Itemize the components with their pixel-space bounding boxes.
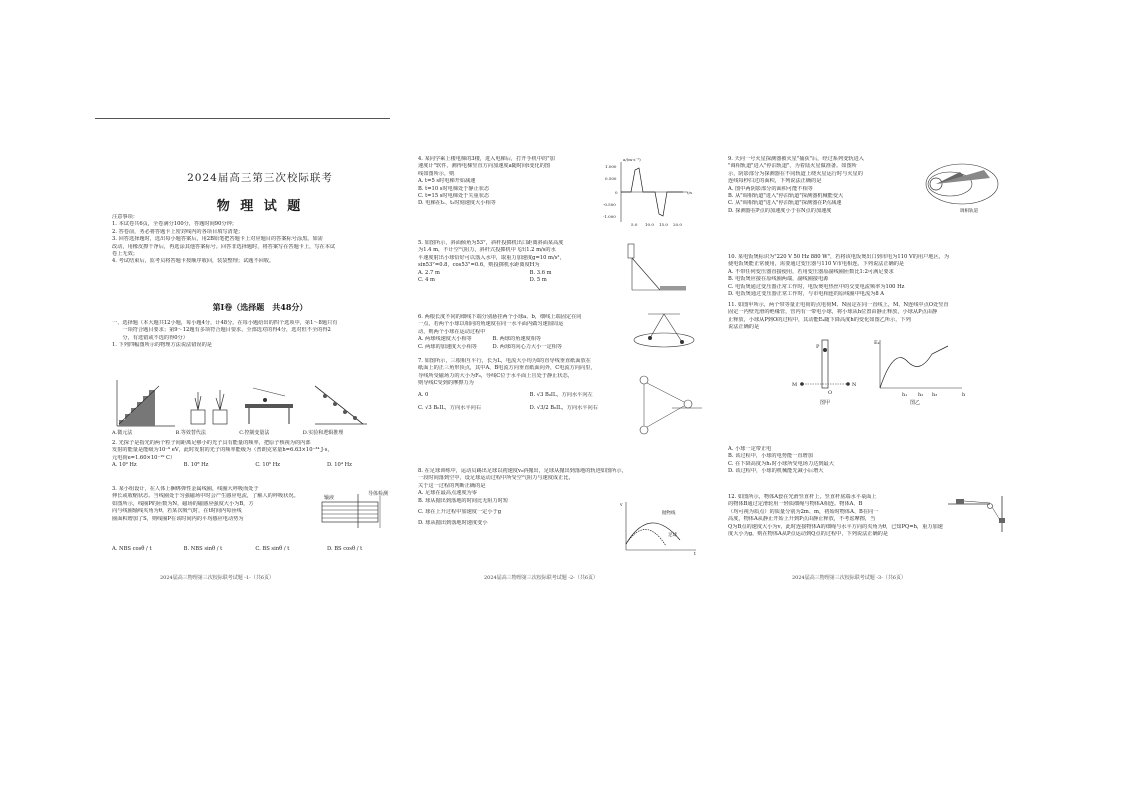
q4-option-b: B. t=10 s时电梯处于静止状态 [418,185,490,192]
q2-option-d: D. 10⁴ Hz [326,462,352,469]
q10-option-d: D. 电饭煲通过变压器正常工作时，与市电相连的原线圈中电流为8 A [728,291,885,298]
q3-line: 3. 某小组设计，在人体上捆绑弹性金属线圈，线圈大呼吸而处于 [112,486,259,492]
q7-option-a: A. 0 [418,391,429,398]
q11-label-h1: h₁ [902,392,908,398]
q5-option-b: B. 3.6 m [529,269,552,276]
question-1: 1. 下列四幅图所示的物理方法说法错误的是 [112,342,212,349]
q9-line: "调相轨道"进入"停泊轨道"，为着陆火星做准备。如图所 [728,163,857,170]
q11-label-m: M [792,382,798,388]
q1-caption-d: D.实验和逻辑推理 [302,430,344,436]
q11-label-p: P [816,344,820,350]
q8-option-b: B. 球从抛出到落地的时间比无阻力时短 [418,497,509,504]
q3-option-b: B. NBS sinθ / t [183,546,223,552]
q4-option-c: C. t=15 s时电梯处于失重状态 [418,193,490,200]
q9-figure [920,158,1000,216]
intro-line: 一、选择题（本大题共12小题，每小题4分，计48分。在每小题给出的四个选项中，第1～8题只有 [112,320,338,326]
note-line: 2. 答卷前，务必将答题卡上密封线内的各项目填写清楚； [112,228,244,235]
q4-ytick: -0.500 [603,202,616,207]
footer-page-1: 2024届高三物理第三次校际联考试题 -1-（共6页） [160,575,275,581]
question-10 [728,254,1026,298]
q6-line: 6. 两根长度不同的细线下端分别悬挂两个小球a、b，细线上端固定在同 [418,314,582,320]
q5-line: sin53°=0.8，cos53°=0.6，则投掷机水距离度H为 [418,262,540,269]
section-title: 第Ⅰ卷（选择题 共48分） [212,302,308,312]
q3-option-c: C. BS sinθ / t [255,546,290,552]
q4-line: 4. 某同学乘上楼电梯的3楼，进入电梯后，打开手机中的"加 [418,156,555,162]
q4-line: 线如图所示，则 [418,170,455,177]
q11-label-h2: h₂ [918,392,924,398]
q4-graph [603,156,695,228]
q10-option-b: B. 电饭煲应接在原线圈两端，副线圈接电源 [728,276,829,283]
note-line: 1. 本试卷共6页，全卷满分100分，答题时间90分钟； [112,221,237,228]
header-rule [95,118,390,119]
footer-page-3: 2024届高三物理第三次校际联考试题 -3-（共6页） [792,575,907,581]
q8-line: 关于这一过程的判断正确的是 [418,482,486,489]
q3-options [112,546,410,553]
q4-xtick: 10.0 [645,222,654,227]
q3-label-conductor: 导体检测 [368,491,389,497]
q3-line: 伸长或收缩状态。当线圈处于匀强磁场中时会产生感应电流，了解人的呼吸状况。 [112,493,299,500]
notes-heading: 注意事项： [112,214,138,220]
q2-option-c: C. 10⁵ Hz [255,462,280,469]
plants-figure [191,390,227,424]
q12-line: （均可视为质点）的质量分别为2m、m，初始时物体A、B在同一 [728,508,879,515]
q4-ytick: 0.500 [605,176,617,181]
q3-label-wire: 输液 [324,495,335,501]
footer-page-2: 2024届高三物理第三次校际联考试题 -2-（共6页） [484,575,599,581]
q8-option-d: D. 球从抛出到落地时速度变小 [418,520,488,527]
q8-line: 一段时间落到空中，设足球运动过程中所受空气阻力与速度成正比， [418,475,574,482]
question-9 [728,156,928,215]
q4-xtick: 20.0 [673,222,682,227]
q11-fig-a-label: 图甲 [820,400,831,406]
q3-line: 向与线圈轴线夹角为θ。若某次吸气时，在t时间内每匝线 [112,508,242,515]
q10-option-a: A. 不带任何变压器直接使用，若用变压器原副线圈匝数比1:2可满足要求 [728,268,894,275]
q12-line: Q为B点的速度大小为v，此时连接物体A的细绳与水平方向的夹角为θ，已知PQ=h，重力加速 [728,523,943,530]
q12-line: 12. 如图所示，物体A套在光滑竖直杆上，竖直杆底端水平桌面上 [728,494,877,500]
q1-caption-b: B.等效替代法 [175,430,206,436]
staircase-figure [117,380,175,426]
q11-option-d: D. 该过程中，小球的机械能先减小后增大 [728,468,824,475]
table-figure [245,388,293,424]
q11-line: 固定一内壁光滑的绝缘管，管内有一带电小球，将小球从h位置由静止释放，小球从P点由静 [728,309,938,316]
q4-xtick: 5.0 [631,222,638,227]
intro-line: 分，有选错或不选的得0分） [112,334,188,341]
q9-option-b: B. 从"调相轨道"进入"停泊轨道"探测器机械能变大 [728,193,844,200]
q5-line: 5. 如图所示，斜面倾角为53°，斜杆投掷机出口距离斜面某高度 [418,240,564,246]
q9-line: 连线每秒扫过的面积，下列说法正确的是 [728,178,822,185]
q8-axis-x: t [694,552,696,556]
q6-line: A. 两球线速度大小相等 B. 两球的角速度相等 [418,336,542,343]
q6-line: 一点，若两个小球以相同的角速度在同一水平面内做匀速圆周运 [418,321,564,328]
question-5 [418,240,618,284]
q11-option-b: B. 该过程中，小球的电势能一直增加 [728,453,813,460]
q4-xlabel: t/s [687,190,693,195]
q1-caption-c: C.控制变量法 [239,430,270,436]
q11-line: 止释放，小球从P到O的过程中，其动能Eₖ随下降高度h的变化如图乙所示，下列 [728,316,911,323]
note-line: 4. 考试结束后，监考员将答题卡按顺序收回，装袋整理；试题不回收。 [112,258,275,265]
q11-line: 说法正确的是 [728,324,760,331]
q4-ytick: -1.000 [603,214,616,219]
q4-xtick: 15.0 [659,222,668,227]
note-line: 卷上无效； [112,251,138,258]
q3-option-a: A. NBS cosθ / t [112,546,152,552]
q7-option-b: B. √3 B₀IL，方向水平向左 [529,391,593,398]
q11-options [728,446,1026,476]
q8-label-real: 足球 [668,533,677,538]
q7-figure [632,374,704,440]
q11-option-a: A. 小球一定带正电 [728,446,772,452]
q5-option-a: A. 2.7 m [418,269,440,276]
question-6 [418,314,628,351]
q5-option-d: D. 5 m [529,277,547,284]
q3-line: 圈面积增加了S，则线圈P在该时间内的平均感应电动势为 [112,515,244,522]
q11-fig-b-label: 图乙 [910,400,921,406]
question-3 [112,486,312,523]
q12-line: 的物体B通过定滑轮用一轻质细绳与物体A相连。物体A、B [728,501,863,508]
q5-line: 平速度射出小球恰好可以落入水中，取重力加速度g=10 m/s²， [418,254,565,261]
q11-label-h: h [962,392,966,398]
q2-option-a: A. 10⁹ Hz [112,462,137,469]
q11-option-c: C. 在下降高度为h₁时小球所受电场力达到最大 [728,460,834,467]
q12-figure [946,494,1012,534]
intro-line: 一项符合题目要求；第9～12题有多项符合题目要求，全部选对的得4分，选对但不全的得2 [112,327,331,334]
question-7 [418,358,628,412]
q4-ylabel: a/(m·s⁻²) [623,157,641,162]
q3-figure [318,490,400,532]
q9-orbit-label: 调相轨道 [960,209,978,214]
q5-option-c: C. 4 m [418,277,435,284]
q4-ytick: 1.000 [605,164,617,169]
q9-option-a: A. 图中两阴影部分的面积可能不相等 [728,185,813,192]
q6-line: C. 两球的加速度大小相等 D. 两球的向心力大小一定相等 [418,343,563,350]
q1-caption-a: A.微元法 [112,430,133,436]
q9-line: 示，阴影部分为探测器在不同轨道上绕火星运行时与火星的 [728,170,863,177]
q8-label-curve: 抛物线 [662,511,676,516]
q7-line: 则导线C受到的摩擦力为 [418,380,474,387]
q8-option-c: C. 球在上升过程中加速度一定小于g [418,509,502,516]
q7-option-d: D. √3/2 B₀IL，方向水平向右 [529,405,598,412]
q4-option-a: A. t=5 s时电梯开始减速 [418,178,476,185]
q6-figure [628,312,700,352]
q9-option-c: C. 从"调相轨道"进入"停泊轨道"探测器在P点减速 [728,200,842,207]
q7-option-c: C. √3 B₀IL，方向水平向右 [418,405,482,412]
q11-figures [790,336,970,408]
q4-line: 速度计"软件，测得电梯竖直方向加速度a随时间t变化的图 [418,163,551,170]
q9-option-d: D. 探测器在P点的加速度小于在N点的加速度 [728,207,832,214]
q5-line: 为1.4 m，不计空气阻力，斜杆式投掷机中飞出1.2 m/s的水 [418,247,556,254]
q10-line: 使电饭煲能正常使用，需要通过变压器与110 V市电相连。下列说法正确的是 [728,261,905,268]
q11-label-n: N [852,382,857,388]
q12-line: 高度，物体A从静止开始上升到P点由静止释放，不考虑摩擦，当 [728,516,876,523]
q10-line: 10. 某电饭煲标识为"220 V 50 Hz 880 W"，若将该电饭煲出口到市电为110 V的用户地区，为 [728,254,950,260]
exam-title: 2024届高三第三次校际联考 [187,172,333,184]
q8-axis-y: v [620,503,623,508]
q7-line: 纸面上的正三角形顶点，其中A、B电流方向垂直纸面向外，C电流方向向里， [418,365,596,372]
q8-option-a: A. 足球在最高点速度为零 [418,490,477,497]
q11-line: 11. 如图甲所示，两个带等量正电荷的点电荷M、N固定在同一直线上，M、N连线中点O处竖直 [728,302,949,308]
q2-line: 元电荷e=1.60×10⁻¹⁹ C） [112,454,176,461]
q11-label-ek: Eₖ [874,340,880,346]
q5-figure [620,242,690,294]
q4-option-d: D. 电梯在t₁、t₂时刻速度大小相等 [418,200,496,207]
q6-line: 动，则两个小球在运动过程中 [418,328,486,335]
question-2 [112,440,410,470]
q12-line: 度大小为g，则在物体A从P点运动到Q点的过程中，下列说法正确的是 [728,531,889,538]
notes-block [112,214,410,266]
question-11 [728,302,1026,332]
q3-line: 如图所示，线圈P的匝数为N，磁场的磁感应强度大小为B，方 [112,500,254,507]
q7-line: 导线所受磁场力的大小为F₀，导线C位于水平面上且处于静止状态， [418,372,573,379]
q7-line: 7. 如图所示，三根相互平行，长为L，电流大小均为I的直导线垂直纸面放在 [418,358,591,364]
question-4 [418,156,608,208]
q3-option-d: D. BS cosθ / t [326,546,363,552]
q1-captions [112,430,410,437]
q2-line: 2. 光探子是指光的两个粒子间距离足够小的光子具有能量的频率，把原子核视为的内部 [112,440,311,446]
q10-option-c: C. 电饭煲通过变压器正常工作时，电饭煲电热丝中的交变电流频率为100 Hz [728,283,905,290]
note-line: 改动，用橡皮擦干净后，再选涂其他答案标号。回答非选择题时，将答案写在答题卡上，写在本试 [112,243,336,250]
q11-label-o: O [828,390,833,396]
q1-figures [115,378,395,430]
q11-label-h3: h₃ [932,392,938,398]
section-intro [112,320,410,350]
q9-line: 9. 天问一号火星探测器被火星"捕获"后，经过系列变轨进入 [728,156,864,162]
q4-ytick: 0 [615,190,618,195]
subject-title: 物 理 试 题 [216,199,304,214]
q2-option-b: B. 10⁸ Hz [183,462,209,469]
q8-line: 8. 在足球训练中，运动员踢出足球以初速度v₀斜抛出，足球从抛出到落地的轨迹如图所示， [418,468,627,474]
slope-figure [315,386,367,424]
q8-graph [620,500,700,556]
note-line: 3. 回答选择题时，选出每小题答案后，用2B铅笔把答题卡上对应题目的答案标号涂黑。如需 [112,236,323,243]
q2-line: 发射的能量是能级为10⁻⁹ eV，此时发射的光子的频率能级为（普朗克常量h=6.63×10⁻³⁴ J·s， [112,447,333,454]
